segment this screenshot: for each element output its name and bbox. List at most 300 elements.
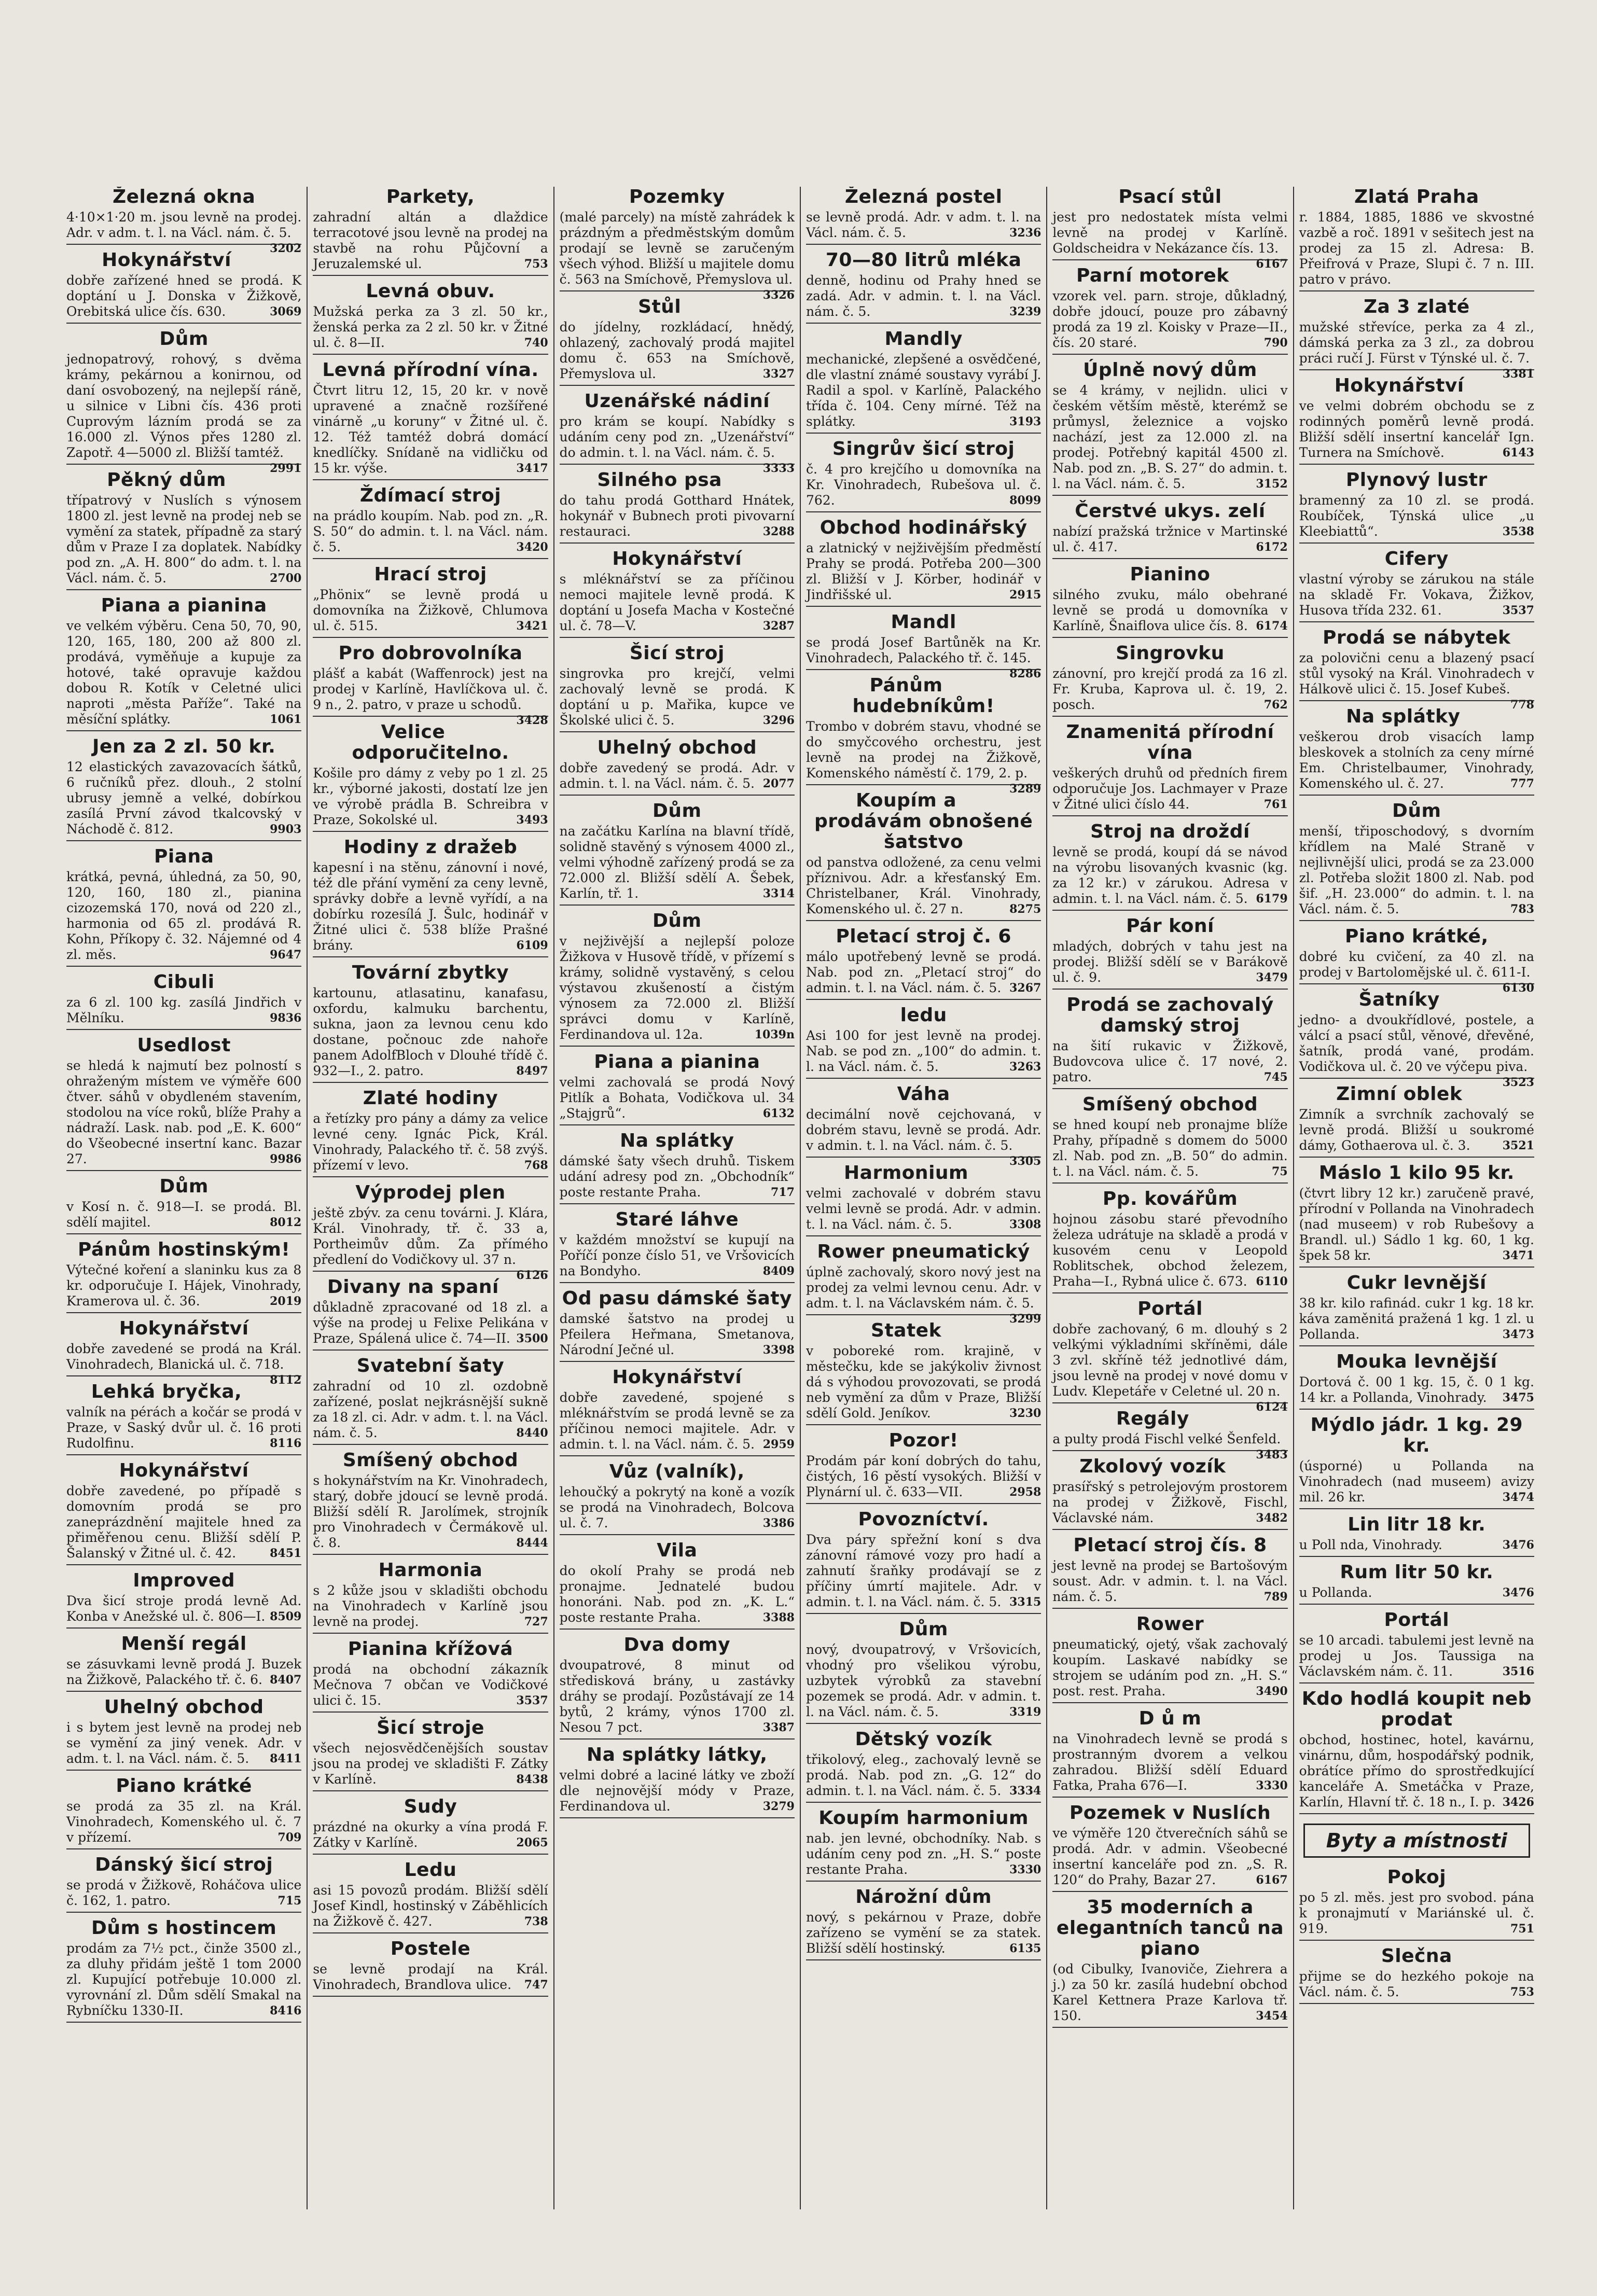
ad-number: 3326 <box>762 288 795 302</box>
ad-number: 761 <box>1263 798 1288 811</box>
ad-body: prodám za 7½ pct., činže 3500 zl., za dluhy přidám ještě 1 tom 2000 zl. Kupující potřebuje 10.000 zl. vyrovnání zl. Dům sdělí Smakal na Rybníčku 1330-II. <box>66 1941 302 2018</box>
ad-title: Máslo 1 kilo 95 kr. <box>1318 1162 1515 1184</box>
ad-title: Usedlost <box>137 1035 231 1056</box>
ad-number: 8286 <box>1009 667 1041 680</box>
ad-title: Cibuli <box>153 971 215 993</box>
classified-ad <box>806 1619 1041 1724</box>
ad-title: Hokynářství <box>612 548 742 569</box>
ad-title: Dům <box>652 800 702 822</box>
ad-body: mechanické, zlepšené a osvědčené, dle vlastní známé soustavy vyrábí J. Radil a spol. v Karlíně, Palackého třída č. 104. Ceny mírné. Též na splátky. <box>806 352 1041 429</box>
ad-divider <box>66 840 301 841</box>
ad-text <box>1052 939 1287 985</box>
ad-title: Zkolový vozík <box>1079 1456 1226 1477</box>
ad-body: do okolí Prahy se prodá neb pronajme. Jednatelé budou honoráni. Nab. pod zn. „K. L.“ poste restante Praha. <box>559 1563 795 1625</box>
classified-ad <box>806 1005 1041 1079</box>
ad-number: 715 <box>277 1894 302 1908</box>
ad-text <box>66 1593 301 1624</box>
classified-ad <box>1299 296 1534 381</box>
ad-text <box>806 352 1041 429</box>
classified-ad <box>66 1035 301 1171</box>
classified-ad <box>66 1460 301 1565</box>
ad-title: Za 3 zlaté <box>1363 296 1470 317</box>
ad-body: a pulty prodá Fischl velké Šenfeld. <box>1052 1431 1281 1446</box>
ad-body: nabízí pražská tržnice v Martinské ul. č. 417. <box>1052 524 1288 554</box>
ad-body: dobře zařízené hned se prodá. K doptání u J. Donska v Žižkově, Orebitská ulice čís. 630. <box>66 273 302 319</box>
ad-divider <box>806 1802 1041 1803</box>
ad-title: Na splátky <box>620 1130 734 1151</box>
ad-divider <box>560 795 795 796</box>
ad-title: Ledu <box>404 1859 457 1881</box>
ad-title: Pp. kovářům <box>1102 1188 1238 1209</box>
ad-divider <box>313 637 548 638</box>
classified-ad <box>1299 1084 1534 1158</box>
ad-divider <box>560 1629 795 1630</box>
ad-body: na Vinohradech levně se prodá s prostranným dvorem a velkou zahradou. Bližší sdělí Eduard Fatka, Praha 676—I. <box>1052 1731 1288 1793</box>
ad-text <box>1299 1458 1534 1505</box>
ad-divider <box>66 323 301 324</box>
ad-title: Zlatá Praha <box>1354 187 1479 207</box>
classified-ad <box>66 1918 301 2023</box>
ad-number: 9903 <box>270 823 302 836</box>
ad-text <box>806 1642 1041 1720</box>
ad-number: 6132 <box>762 1107 795 1120</box>
classified-ad <box>313 1860 548 1933</box>
ad-divider <box>313 1790 548 1791</box>
classified-ad <box>806 1430 1041 1504</box>
ad-text <box>1299 949 1534 995</box>
ad-text <box>1299 572 1534 618</box>
classified-ad <box>66 1382 301 1455</box>
ad-number: 6130 <box>1502 981 1534 995</box>
ad-text <box>313 666 548 727</box>
ad-number: 3330 <box>1009 1863 1041 1876</box>
ad-text <box>313 383 548 476</box>
ad-body: dobře zavedené, po případě s domovním prodá se pro zaneprázdnění majitele hned za přiměřenou cenu. Bližší sdělí P. Šalanský v Žitné ul. č. 42. <box>66 1483 302 1561</box>
ad-divider <box>806 999 1041 1000</box>
ad-divider <box>806 1235 1041 1236</box>
classified-ad <box>313 722 548 832</box>
ad-divider <box>313 1633 548 1634</box>
ad-number: 3152 <box>1256 477 1288 491</box>
ad-divider <box>1052 354 1287 355</box>
ad-title: Pletací stroj č. 6 <box>836 926 1011 947</box>
ad-text <box>1299 1890 1534 1937</box>
ad-divider <box>66 1564 301 1565</box>
ad-divider <box>806 1959 1041 1960</box>
ad-title: Pozor! <box>888 1430 959 1451</box>
ad-title: Improved <box>133 1570 235 1591</box>
ad-text <box>806 462 1041 508</box>
ad-number: 8444 <box>516 1536 548 1550</box>
ad-number: 709 <box>277 1831 302 1844</box>
classified-ad <box>1052 360 1287 496</box>
ad-body: 38 kr. kilo rafinád. cukr 1 kg. 18 kr. káva zaměnitá pražená 1 kg. 1 zl. u Pollanda. <box>1299 1296 1534 1342</box>
ad-body: dvoupatrové, 8 minut od středisková brány, u zastávky dráhy se prodají. Pozůstávají ze 14 bytů, 2 krámy, výnos 1700 zl. Nesou 7 pct. <box>559 1658 795 1735</box>
ad-body: se 10 arcadi. tabulemi jest levně na prodej u Jos. Taussiga na Václavském nám. č. 11. <box>1299 1633 1534 1679</box>
ad-body: velmi zachovalé v dobrém stavu velmi levně se prodá. Adr. v admin. t. l. na Václ. nám. č. 5. <box>806 1186 1041 1232</box>
ad-number: 8438 <box>516 1773 548 1786</box>
ad-text <box>1052 1038 1287 1085</box>
ad-text <box>806 949 1041 996</box>
classified-ad <box>560 1745 795 1818</box>
ad-body: dobré ku cvičení, za 40 zl. na prodej v Bartolomějské ul. č. 611-I. <box>1299 949 1534 980</box>
ad-number: 3305 <box>1009 1154 1041 1168</box>
ad-divider <box>313 479 548 480</box>
ad-body: s mléknářství se za příčinou nemoci majitele levně prodá. K doptání u Josefa Macha v Kostečné ul. č. 78—V. <box>559 572 795 633</box>
ad-number: 2915 <box>1009 588 1041 602</box>
ad-text <box>66 493 301 586</box>
ad-title: Svatební šaty <box>356 1355 505 1376</box>
ad-body: s hokynářstvím na Kr. Vinohradech, starý, dobře jdoucí se levně prodá. Bližší sdělí R. Jarolímek, strojník pro Vinohradech v Čermákově ul. č. 8. <box>313 1473 548 1550</box>
ad-divider <box>560 1534 795 1535</box>
ad-body: asi 15 povozů prodám. Bližší sdělí Josef Kindl, hostinský v Záběhlicích na Žižkově č. 427. <box>313 1883 548 1929</box>
ad-body: vlastní výroby se zárukou na stále na skladě Fr. Vokava, Žižkov, Husova třída 232. 61. <box>1299 572 1534 618</box>
ad-number: 3334 <box>1009 1784 1041 1798</box>
ad-body: u Pollanda. <box>1299 1585 1372 1600</box>
ad-body: dámské šaty všech druhů. Tiskem udání adresy pod zn. „Obchodník“ poste restante Praha. <box>559 1153 795 1200</box>
ad-divider <box>66 966 301 967</box>
ad-text <box>66 618 301 727</box>
ad-text <box>806 1186 1041 1232</box>
ad-body: třikolový, eleg., zachovalý levně se prodá. Nab. pod zn. „G. 12“ do admin. t. l. na Václ. nám. č. 5. <box>806 1752 1041 1798</box>
ad-number: 3428 <box>516 714 548 727</box>
ad-body: na šití rukavic v Žižkově, Budovcova ulice č. 17 nové, 2. patro. <box>1052 1038 1288 1084</box>
ad-text <box>313 1819 548 1850</box>
ad-title: Staré láhve <box>615 1209 739 1230</box>
ad-number: 789 <box>1263 1590 1288 1604</box>
ad-title: Pěkný dům <box>107 469 226 491</box>
ad-text <box>313 985 548 1079</box>
ad-title: Pozemek v Nuslích <box>1069 1802 1271 1824</box>
ad-text <box>1052 1558 1287 1605</box>
ad-number: 8407 <box>270 1673 302 1687</box>
ad-text <box>806 1910 1041 1956</box>
ad-title: Železná okna <box>113 187 256 207</box>
classified-ad <box>560 1462 795 1535</box>
classified-ad <box>1052 1408 1288 1462</box>
ad-number: 717 <box>771 1186 795 1199</box>
ad-title: Mouka levnější <box>1336 1351 1497 1372</box>
ad-number: 8116 <box>270 1437 302 1450</box>
ad-body: Prodám pár koní dobrých do tahu, čistých, 16 pěstí vysokých. Bližší v Plynární ul. č. 633—VII. <box>806 1453 1041 1499</box>
ad-text <box>806 1831 1041 1877</box>
ad-divider <box>1052 1891 1287 1892</box>
ad-body: na prádlo koupím. Nab. pod zn. „R. S. 50“ do admin. t. l. na Václ. nám. č. 5. <box>313 508 548 554</box>
ad-divider <box>66 589 301 590</box>
ad-number: 3386 <box>762 1516 795 1530</box>
classified-ad <box>560 911 795 1047</box>
ad-divider <box>1299 621 1534 622</box>
ad-title: Statek <box>871 1320 942 1341</box>
ad-body: jedno- a dvoukřídlové, postele, a válcí a psací stůl, věnové, dřevěné, šatník, prodá vané, prodám. Vodičkova ul. č. 20 ve výčepu piva. <box>1299 1012 1534 1074</box>
ad-number: 3314 <box>762 887 795 900</box>
ad-body: pneumatický, ojetý, však zachovalý koupím. Laskavé nabídky se strojem se udáním pod zn. „H. S.“ post. rest. Praha. <box>1052 1637 1288 1699</box>
classified-ad <box>560 1367 795 1456</box>
classified-ad <box>1299 989 1534 1089</box>
ad-text <box>313 766 548 828</box>
ad-divider <box>313 1176 548 1177</box>
ad-divider <box>313 1932 548 1933</box>
classified-ad <box>559 391 795 475</box>
ad-title: Koupím harmonium <box>818 1807 1029 1829</box>
ad-text <box>806 210 1041 241</box>
ad-divider <box>66 2022 301 2023</box>
ad-title: Dům <box>899 1619 948 1640</box>
ad-divider <box>1052 1182 1287 1184</box>
ad-title: Levná přírodní vína. <box>322 359 539 381</box>
ad-number: 3538 <box>1502 525 1534 538</box>
ad-text <box>1052 1731 1287 1793</box>
ad-divider <box>313 831 548 832</box>
ad-number: 8440 <box>516 1426 548 1440</box>
ad-number: 8012 <box>270 1216 302 1229</box>
ad-number: 3299 <box>1009 1312 1041 1326</box>
ad-number: 3426 <box>1502 1796 1534 1809</box>
ad-text <box>66 759 301 837</box>
ad-number: 6172 <box>1256 540 1288 554</box>
ad-body: mužské střevíce, perka za 4 zl., dámská perka za 3 zl., za dobrou práci ručí J. Fürst v Týnské ul. č. 7. <box>1299 319 1534 366</box>
ad-body: jest levně na prodej se Bartošovým soust. Adr. v admin. t. l. na Václ. nám. č. 5. <box>1052 1558 1288 1604</box>
classified-ad <box>66 328 302 475</box>
ad-body: po 5 zl. měs. jest pro svobod. pána k pronajmutí v Mariánské ul. č. 919. <box>1299 1890 1534 1936</box>
ad-title: Pár koní <box>1126 915 1214 937</box>
ad-number: 3202 <box>270 242 302 255</box>
ad-title: Nárožní dům <box>855 1886 992 1908</box>
classified-ad <box>313 1182 548 1282</box>
classified-ad <box>560 1288 795 1362</box>
classified-ad <box>806 518 1041 607</box>
classified-ad <box>1299 801 1534 921</box>
classified-ad <box>66 846 301 967</box>
classified-ad <box>560 470 795 544</box>
ad-number: 1061 <box>270 713 302 726</box>
classified-ad <box>1299 1273 1534 1346</box>
ad-divider <box>1299 290 1534 291</box>
ad-divider <box>1299 920 1534 921</box>
ad-text <box>66 273 301 319</box>
ad-text <box>1052 1431 1288 1462</box>
ad-title: Kdo hodlá koupit neb prodat <box>1301 1688 1532 1730</box>
classified-ad <box>66 470 301 590</box>
ad-number: 8275 <box>1009 902 1041 916</box>
ad-text <box>560 1153 795 1200</box>
ad-divider <box>560 731 795 732</box>
ad-number: 3267 <box>1009 981 1041 995</box>
ad-number: 2959 <box>762 1438 795 1451</box>
ad-title: Dům s hostincem <box>91 1917 277 1939</box>
ad-body: singrovka pro krejčí, velmi zachovalý levně se prodá. K doptání u p. Mařika, kupce ve Školské ulici č. 5. <box>559 666 795 728</box>
ad-number: 3239 <box>1009 305 1041 318</box>
ad-body: levně se prodá, koupí dá se návod na výrobu lisovaných kvasnic (kg. za 12 kr.) v zárukou. Adresa v admin. t. l. na Václ. nám. č. 5. <box>1052 844 1288 906</box>
ad-text <box>66 1483 301 1561</box>
ad-body: nab. jen levné, obchodníky. Nab. s udáním ceny pod zn. „H. S.“ poste restante Praha. <box>806 1831 1041 1877</box>
ad-title: Piana a pianina <box>594 1051 760 1073</box>
ad-number: 3296 <box>762 714 795 727</box>
ad-body: ve velkém výběru. Cena 50, 70, 90, 120, 165, 180, 200 až 800 zl. prodává, vyměňuje a kupuje za hotové, také opravuje každou dobou R. Kotík v Celetné ulici naproti „města Paříže“. Také na měsíční splátky. <box>66 618 302 727</box>
ad-number: 3475 <box>1502 1391 1534 1404</box>
ad-body: č. 4 pro krejčího u domovníka na Kr. Vinohradech, Rubešova ul. č. 762. <box>806 462 1041 508</box>
ad-title: Hokynářství <box>612 1367 742 1388</box>
ad-divider <box>806 433 1041 434</box>
ad-number: 8411 <box>270 1752 302 1765</box>
ad-body: na začátku Karlína na blavní třídě, solidně stavěný s výnosem 4000 zl., velmi výhodně zařízený prodá se za 72.000 zl. Bližší sdělí A. Šebek, Karlín, tř. 1. <box>559 824 795 901</box>
ad-body: úplně zachovalý, skoro nový jest na prodej za velmi levnou cenu. Adr. v adm. t. l. na Václavském nám. č. 5. <box>806 1264 1041 1311</box>
ad-text <box>806 635 1041 680</box>
ad-number: 6110 <box>1256 1275 1288 1288</box>
ad-number: 2991 <box>270 462 302 475</box>
ad-divider <box>1052 1292 1287 1293</box>
ad-number: 3454 <box>1256 2009 1288 2023</box>
classified-ad <box>66 972 301 1030</box>
ad-body: veškerou drob visacích lamp bleskovek a stolních za ceny mírné Em. Christelbaumer, Vinohrady, Komenského ul. č. 27. <box>1299 729 1534 791</box>
ad-divider <box>560 1124 795 1125</box>
classified-ad <box>1052 1094 1287 1184</box>
ad-body: nový, dvoupatrový, v Vršovicích, vhodný pro všelikou výrobu, uzbytek výrobků za stavební pozemek se prodá. Adr. v admin. t. l. na Václ. nám. č. 5. <box>806 1642 1041 1719</box>
ad-text <box>313 304 548 351</box>
ad-divider <box>560 1203 795 1204</box>
ad-number: 3193 <box>1009 415 1041 428</box>
ad-body: Výtečné koření a slaninku kus za 8 kr. odporučuje I. Hájek, Vinohrady, Kramerova ul. č. 36. <box>66 1262 302 1309</box>
classified-ad <box>1052 643 1287 717</box>
ad-text <box>560 934 795 1042</box>
ad-body: kartounu, atlasatinu, kanafasu, oxfordu, kalmuku barchentu, sukna, jaon za levnou cenu kdo dostane, počnouc zde nahoře panem AdolfBloch v Dlouhé třídě č. 932—I., 2. patro. <box>313 985 548 1078</box>
ad-body: ve velmi dobrém obchodu se z rodinných poměrů levně prodá. Bližší sdělí insertní kancelář Ign. Turnera na Smíchově. <box>1299 398 1534 460</box>
ad-body: prázdné na okurky a vína prodá F. Zátky v Karlíně. <box>313 1819 548 1850</box>
ad-body: mladých, dobrých v tahu jest na prodej. Bližší sdělí se v Barákově ul. č. 9. <box>1052 939 1288 985</box>
ad-divider <box>1299 1508 1534 1509</box>
ad-text <box>313 1883 548 1929</box>
ad-body: (od Cibulky, Ivanoviče, Ziehrera a j.) za 50 kr. zasílá hudební obchod Karel Kettnera Praze Karlova tř. 150. <box>1052 1961 1288 2023</box>
ad-text <box>560 1768 795 1814</box>
ad-number: 777 <box>1510 777 1534 790</box>
ad-title: Dánský šicí stroj <box>95 1854 273 1875</box>
classified-ad <box>313 564 548 638</box>
ad-number: 3230 <box>1009 1407 1041 1420</box>
ad-divider <box>806 244 1041 245</box>
ad-text <box>560 1390 795 1452</box>
ad-number: 3516 <box>1502 1665 1534 1678</box>
ad-number: 3315 <box>1009 1595 1041 1609</box>
ad-body: bramenný za 10 zl. se prodá. Roubíček, Týnská ulice „u Kleebiattů“. <box>1299 493 1534 539</box>
classified-ad <box>806 1083 1041 1168</box>
ad-divider <box>1052 1088 1287 1089</box>
classified-ad <box>806 1320 1041 1425</box>
ad-body: ještě zbýv. za cenu továrni. J. Klára, Král. Vinohrady, tř. č. 33 a, Portheimův dům. Za přímého předlení do Vodičkovy ul. 37 n. <box>313 1205 548 1267</box>
ad-title: Cukr levnější <box>1346 1272 1487 1293</box>
classified-ad <box>1299 1689 1534 1814</box>
classified-ad <box>806 1163 1041 1236</box>
ad-number: 738 <box>524 1915 548 1928</box>
ad-title: Dva domy <box>623 1634 731 1655</box>
classified-ad <box>1052 995 1287 1089</box>
ad-title: Rower <box>1136 1613 1204 1635</box>
ad-text <box>66 1657 301 1688</box>
ad-number: 6124 <box>1256 1400 1288 1414</box>
classified-ad <box>806 250 1041 324</box>
ad-text <box>1299 729 1534 791</box>
ad-text <box>66 1404 301 1451</box>
ad-body: silného zvuku, málo obehrané levně se prodá u domovníka v Karlíně, Šnaiflova ulice čís. 8. <box>1052 587 1288 633</box>
ad-number: 6174 <box>1256 619 1288 633</box>
ad-number: 3476 <box>1502 1586 1534 1599</box>
ad-divider <box>806 1424 1041 1425</box>
classified-ad <box>313 1560 548 1634</box>
ad-title: Šatníky <box>1358 989 1440 1010</box>
ad-number: 8509 <box>270 1610 302 1623</box>
ad-title: Psací stůl <box>1118 187 1222 207</box>
classified-ad <box>1299 1163 1534 1268</box>
ad-divider <box>1052 989 1287 990</box>
classified-ad <box>313 1797 548 1855</box>
classified-ad <box>1052 722 1287 816</box>
ad-title: Slečna <box>1381 1945 1452 1967</box>
ad-title: Smíšený obchod <box>342 1450 519 1471</box>
ad-divider <box>66 1312 301 1313</box>
ad-title: Pozemky <box>629 187 725 207</box>
ad-text <box>1299 398 1534 461</box>
ad-body: a řetízky pro pány a dámy za velice levné ceny. Ignác Pick, Král. Vinohrady, Palackého tř. č. 58 zvýš. přízemí v levo. <box>313 1111 548 1173</box>
ad-body: jednopatrový, rohový, s dvěma krámy, pekárnou a konirnou, od daní osvobozený, na nejlepší ráně, u silnice v Libni čís. 436 proti Cuprovým lázním prodá se za 16.000 zl. Výnos přes 1280 zl. Zapotř. 4—5000 zl. Bližší tamtéž. <box>66 352 302 460</box>
ad-title: Zimní oblek <box>1336 1083 1463 1105</box>
ad-body: do jídelny, rozkládací, hnědý, ohlazený, zachovalý prodá majitel domu č. 653 na Smíchově, Přemyslova ul. <box>559 319 795 381</box>
ad-body: od panstva odložené, za cenu velmi příznivou. Adr. a křesťanský Em. Christelbaner, Král. Vinohrady, Komenského ul. č. 27 n. <box>806 855 1041 916</box>
ad-text <box>313 1473 548 1551</box>
ad-title: D ů m <box>1138 1708 1202 1729</box>
ad-body: (malé parcely) na místě zahrádek k prázdným a předměstským domům prodají se levně se zaručeným všech výhod. Bližší u majitele domu č. 563 na Smíchově, Přemyslova ul. <box>559 210 795 287</box>
ad-text <box>1052 1826 1287 1888</box>
ad-number: 6135 <box>1009 1942 1041 1955</box>
classified-ad <box>1299 926 1534 995</box>
ad-number: 3420 <box>516 540 548 554</box>
classified-ad <box>560 549 795 638</box>
ad-number: 3490 <box>1256 1685 1288 1698</box>
ad-title: Uzenářské nádiní <box>584 391 770 412</box>
ad-divider <box>66 1848 301 1849</box>
ad-number: 1039n <box>754 1028 795 1041</box>
ad-number: 3333 <box>762 462 795 475</box>
ad-divider <box>560 1361 795 1362</box>
ad-number: 8409 <box>762 1264 795 1278</box>
ad-title: Regály <box>1116 1408 1189 1429</box>
ad-divider <box>1299 2003 1534 2004</box>
ad-number: 727 <box>524 1615 548 1629</box>
classified-ad <box>1052 266 1287 355</box>
ad-number: 740 <box>524 336 548 350</box>
ad-body: i s bytem jest levně na prodej neb se vymění za jiný venek. Adr. v adm. t. l. na Václ. nám. č. 5. <box>66 1720 302 1766</box>
ad-text <box>1299 1537 1534 1553</box>
ad-title: Dům <box>652 910 702 931</box>
ad-number: 3388 <box>762 1611 795 1624</box>
ad-body: jest pro nedostatek místa velmi levně na prodej v Karlíně. Goldscheidra v Nekázance čís. 13. <box>1052 210 1288 256</box>
ad-divider <box>1052 815 1287 816</box>
ad-title: Singrovku <box>1116 643 1225 664</box>
ad-number: 3493 <box>516 813 548 827</box>
ad-body: nový, s pekárnou v Praze, dobře zařízeno se vymění se za statek. Bližší sdělí hostinský. <box>806 1910 1041 1956</box>
ad-title: Od pasu dámské šaty <box>562 1288 793 1309</box>
ad-text <box>66 869 301 963</box>
ad-body: velmi zachovalá se prodá Nový Pitlík a Bohata, Vodičkova ul. 34 „Stajgrů“. <box>559 1075 795 1121</box>
classified-ad <box>66 1697 301 1771</box>
ad-body: lehoučký a pokrytý na koně a vozík se prodá na Vinohradech, Bolcova ul. č. 7. <box>559 1484 795 1530</box>
ad-body: se prodá v Žižkově, Roháčova ulice č. 162, 1. patro. <box>66 1877 302 1908</box>
ad-text <box>560 319 795 382</box>
ad-title: 35 moderních a elegantních tanců na piano <box>1056 1897 1284 1959</box>
ad-title: Dětský vozík <box>855 1729 992 1750</box>
ad-divider <box>1052 716 1287 717</box>
ad-number: 2700 <box>270 572 302 585</box>
ad-title: Ždímací stroj <box>359 485 502 506</box>
ad-body: se hledá k najmutí bez polností s ohraženým místem ve výměře 600 čtver. sáhů v obydleném stavením, stodolou na více roků, blíže Prahy a nádraží. Lask. nab. pod „E. K. 600“ do Všeobecné insertní kanc. Bazar 27. <box>66 1058 302 1166</box>
